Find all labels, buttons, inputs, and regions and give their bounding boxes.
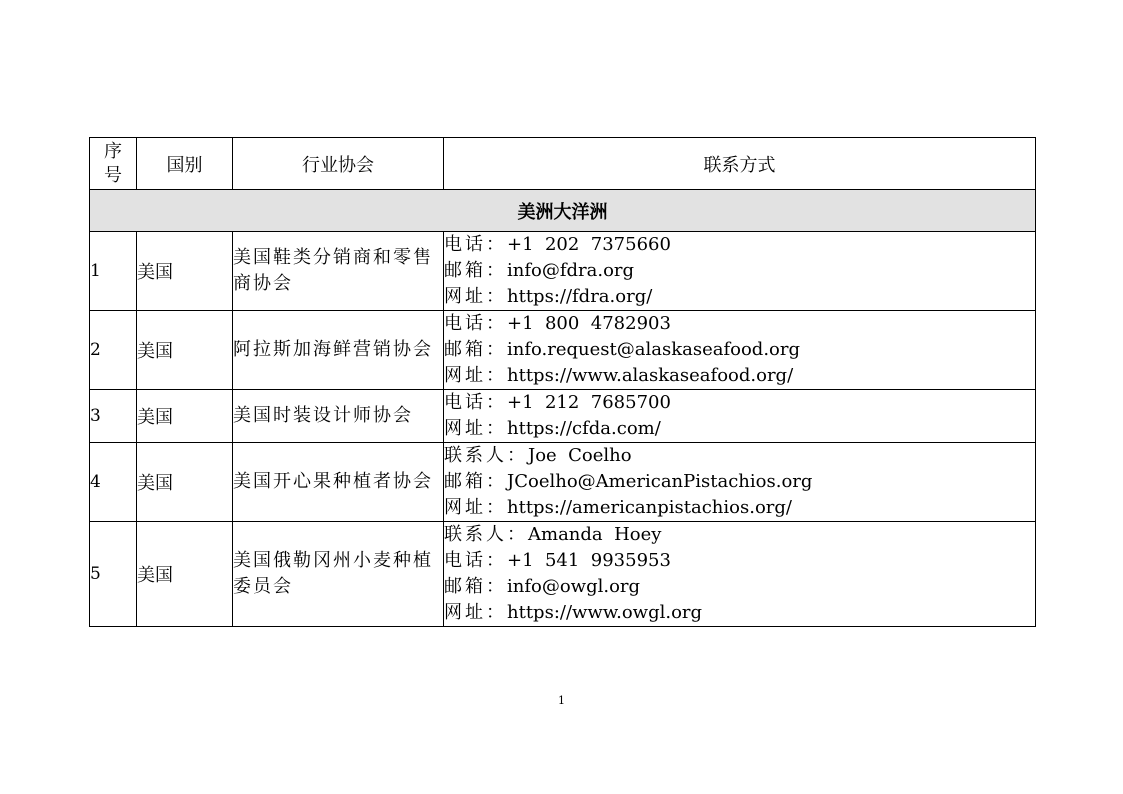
contact-line <box>444 522 1035 548</box>
contact-label: 电话： <box>444 392 507 413</box>
table-header-row <box>90 138 1036 190</box>
contact-label: 网址： <box>444 497 507 518</box>
table-row <box>90 390 1036 443</box>
region-label: 美洲大洋洲 <box>90 190 1036 232</box>
row-seq: 1 <box>90 232 137 311</box>
table-row <box>90 522 1036 627</box>
contact-value: https://www.alaskaseafood.org/ <box>507 365 794 386</box>
contact-label: 邮箱： <box>444 471 507 492</box>
table-row <box>90 311 1036 390</box>
contact-value: Amanda Hoey <box>528 524 662 545</box>
contact-value: https://fdra.org/ <box>507 286 653 307</box>
contact-line <box>444 443 1035 469</box>
contact-label: 电话： <box>444 313 507 334</box>
header-seq-line2: 号 <box>104 164 122 186</box>
row-seq: 2 <box>90 311 137 390</box>
table-row <box>90 443 1036 522</box>
row-contact <box>444 390 1036 443</box>
association-table <box>89 137 1036 627</box>
contact-value: +1 541 9935953 <box>507 550 671 571</box>
header-contact: 联系方式 <box>444 138 1036 190</box>
contact-label: 网址： <box>444 365 507 386</box>
contact-line <box>444 574 1035 600</box>
row-association: 美国时装设计师协会 <box>233 390 444 443</box>
contact-label: 网址： <box>444 602 507 623</box>
contact-label: 电话： <box>444 550 507 571</box>
contact-line <box>444 600 1035 626</box>
contact-value: +1 212 7685700 <box>507 392 671 413</box>
row-country: 美国 <box>137 443 233 522</box>
row-country: 美国 <box>137 390 233 443</box>
contact-line <box>444 416 1035 442</box>
contact-value: https://americanpistachios.org/ <box>507 497 792 518</box>
row-country: 美国 <box>137 311 233 390</box>
row-contact <box>444 311 1036 390</box>
header-seq <box>90 138 137 190</box>
contact-line <box>444 363 1035 389</box>
contact-value: +1 800 4782903 <box>507 313 671 334</box>
row-association: 美国鞋类分销商和零售商协会 <box>233 232 444 311</box>
row-contact <box>444 232 1036 311</box>
row-country: 美国 <box>137 522 233 627</box>
row-contact <box>444 522 1036 627</box>
contact-label: 联系人： <box>444 445 528 466</box>
contact-value: Joe Coelho <box>528 445 632 466</box>
contact-line <box>444 548 1035 574</box>
contact-label: 联系人： <box>444 524 528 545</box>
contact-line <box>444 232 1035 258</box>
header-country: 国别 <box>137 138 233 190</box>
contact-value: +1 202 7375660 <box>507 234 671 255</box>
page-number: 1 <box>558 694 565 707</box>
contact-value: JCoelho@AmericanPistachios.org <box>507 471 813 492</box>
contact-label: 电话： <box>444 234 507 255</box>
region-row <box>90 190 1036 232</box>
header-association: 行业协会 <box>233 138 444 190</box>
contact-label: 邮箱： <box>444 339 507 360</box>
contact-value: info.request@alaskaseafood.org <box>507 339 801 360</box>
contact-line <box>444 311 1035 337</box>
contact-label: 邮箱： <box>444 576 507 597</box>
contact-value: info@fdra.org <box>507 260 635 281</box>
row-association: 美国俄勒冈州小麦种植委员会 <box>233 522 444 627</box>
table-row <box>90 232 1036 311</box>
row-seq: 5 <box>90 522 137 627</box>
contact-label: 网址： <box>444 286 507 307</box>
contact-line <box>444 284 1035 310</box>
contact-line <box>444 258 1035 284</box>
contact-line <box>444 495 1035 521</box>
contact-value: info@owgl.org <box>507 576 641 597</box>
row-seq: 3 <box>90 390 137 443</box>
row-association: 美国开心果种植者协会 <box>233 443 444 522</box>
contact-line <box>444 337 1035 363</box>
header-seq-line1: 序 <box>104 140 122 162</box>
contact-line <box>444 390 1035 416</box>
contact-label: 网址： <box>444 418 507 439</box>
contact-value: https://www.owgl.org <box>507 602 703 623</box>
contact-line <box>444 469 1035 495</box>
row-country: 美国 <box>137 232 233 311</box>
row-contact <box>444 443 1036 522</box>
row-association: 阿拉斯加海鲜营销协会 <box>233 311 444 390</box>
row-seq: 4 <box>90 443 137 522</box>
contact-value: https://cfda.com/ <box>507 418 661 439</box>
contact-label: 邮箱： <box>444 260 507 281</box>
